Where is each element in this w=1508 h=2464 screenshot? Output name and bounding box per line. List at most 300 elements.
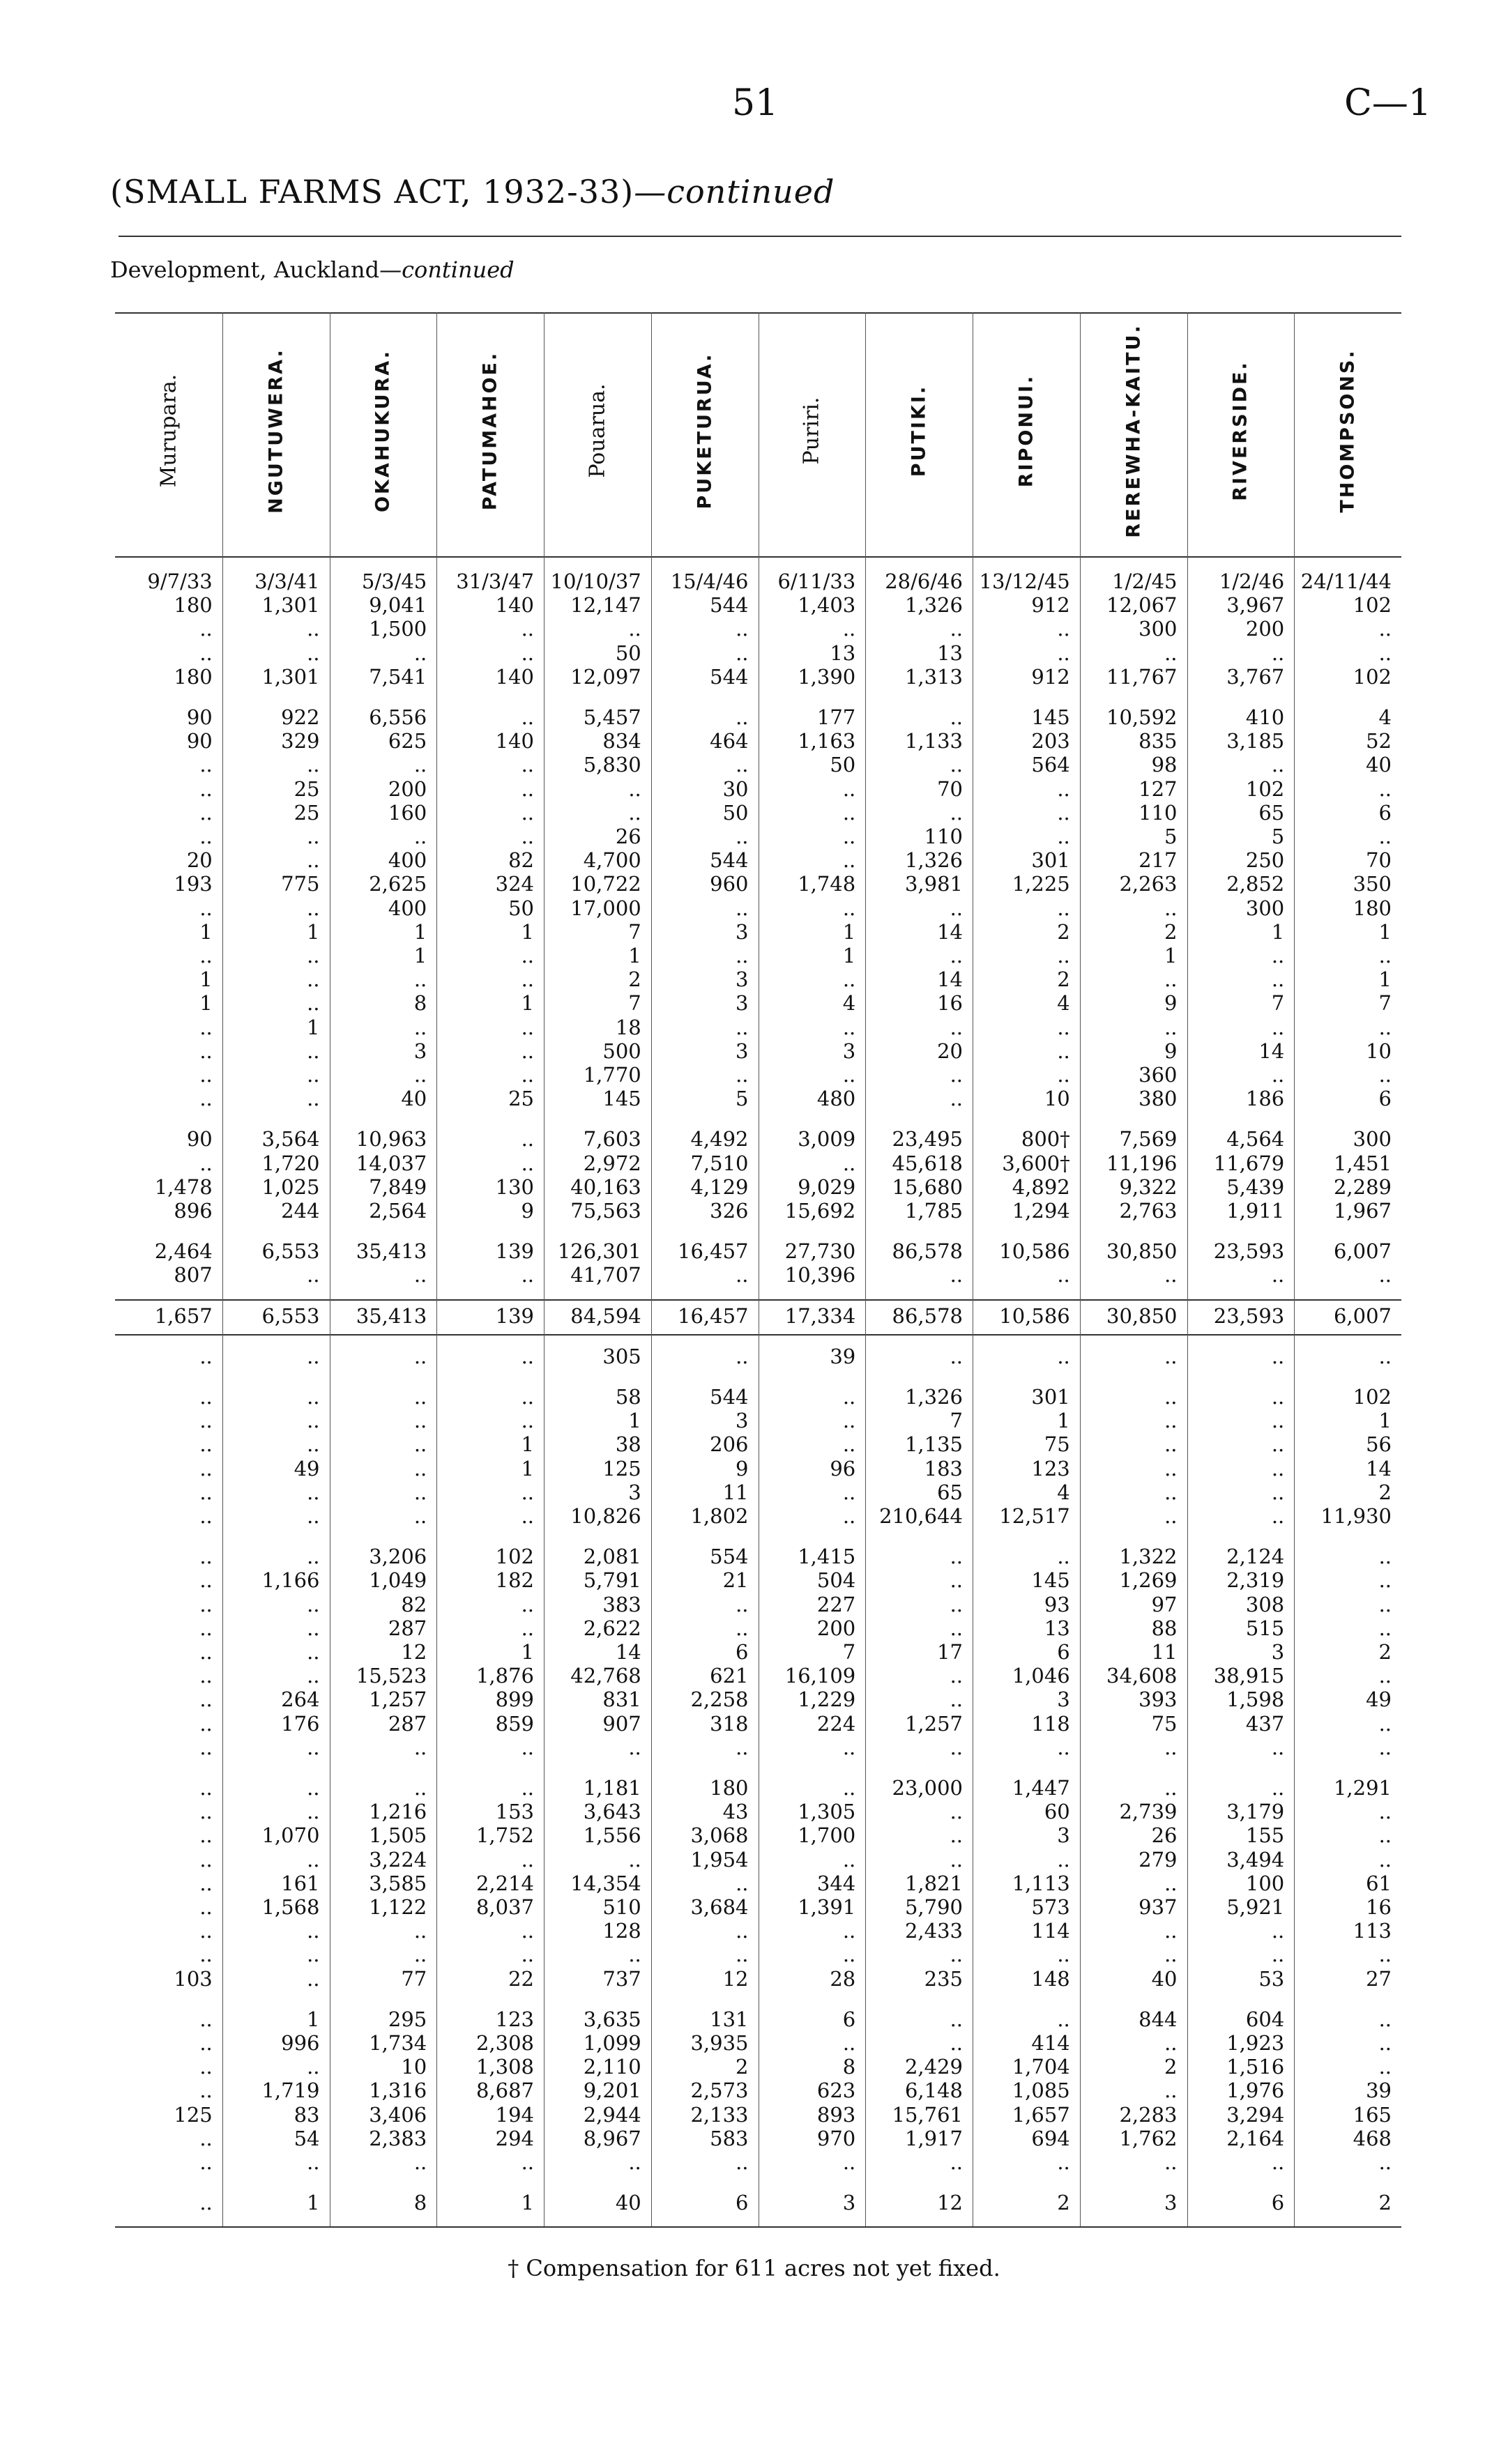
- table-cell: ..: [307, 1039, 320, 1063]
- table-cell: ..: [521, 1127, 534, 1151]
- table-cell: 1: [1164, 944, 1178, 967]
- table-cell: ..: [736, 617, 749, 641]
- table-cell: ..: [307, 2150, 320, 2174]
- table-cell: 9,201: [583, 2079, 641, 2103]
- table-cell: 510: [602, 1895, 641, 1919]
- table-cell: 17,000: [570, 896, 641, 920]
- table-cell: 775: [281, 872, 320, 896]
- table-cell: 2,972: [583, 1151, 641, 1175]
- table-cell: 7: [842, 1640, 856, 1664]
- table-cell: 1,326: [904, 593, 963, 618]
- table-cell: ..: [842, 1409, 856, 1433]
- table-cell: 17,334: [784, 1303, 856, 1328]
- table-cell: ..: [628, 800, 641, 825]
- table-cell: ..: [199, 1616, 213, 1640]
- table-cell: 9: [736, 1456, 749, 1480]
- table-cell: 23,593: [1213, 1239, 1285, 1264]
- table-cell: 1: [521, 1456, 534, 1480]
- page-title-continued: —continued: [634, 173, 835, 211]
- table-cell: ..: [199, 1480, 213, 1504]
- column-header-label: RIPONUI.: [1015, 374, 1037, 488]
- table-cell: 1,976: [1226, 2079, 1285, 2103]
- table-cell: ..: [199, 1711, 213, 1736]
- table-cell: 193: [174, 872, 213, 896]
- table-cell: 3,981: [904, 872, 963, 896]
- table-cell: 77: [401, 1966, 427, 1991]
- table-cell: ..: [199, 1568, 213, 1593]
- table-cell: ..: [1378, 1063, 1392, 1087]
- table-cell: ..: [1271, 1919, 1285, 1943]
- table-cell: 28/6/46: [885, 569, 963, 593]
- table-cell: 27: [1366, 1966, 1392, 1991]
- table-cell: 4,492: [690, 1127, 749, 1151]
- table-cell: 54: [294, 2126, 320, 2150]
- table-cell: 1,216: [369, 1800, 427, 1824]
- table-cell: 2,110: [583, 2055, 641, 2079]
- column-header: [651, 319, 759, 542]
- table-cell: ..: [1164, 1871, 1178, 1895]
- column-header-label: PUTIKI.: [908, 384, 930, 477]
- table-cell: 1: [842, 944, 856, 967]
- table-cell: 224: [816, 1711, 856, 1736]
- table-cell: 2,283: [1119, 2102, 1178, 2127]
- table-cell: 1: [521, 919, 534, 944]
- table-cell: ..: [413, 2150, 427, 2174]
- table-cell: 1: [628, 1409, 641, 1433]
- table-cell: 2,124: [1226, 1545, 1285, 1569]
- table-cell: 1,313: [904, 664, 963, 689]
- table-cell: ..: [199, 1456, 213, 1480]
- table-cell: 1,301: [261, 664, 320, 689]
- table-cell: ..: [199, 641, 213, 665]
- table-cell: 2,622: [583, 1616, 641, 1640]
- table-cell: 1,598: [1226, 1688, 1285, 1712]
- table-cell: 75,563: [570, 1199, 641, 1223]
- table-cell: 12: [937, 2191, 963, 2215]
- table-cell: ..: [199, 1063, 213, 1087]
- table-cell: 1/2/46: [1219, 569, 1285, 593]
- table-cell: ..: [842, 1504, 856, 1528]
- table-cell: ..: [1057, 617, 1070, 641]
- table-cell: 400: [388, 848, 427, 873]
- table-cell: ..: [307, 967, 320, 992]
- column-header-label: REREWHA-KAITU.: [1122, 323, 1145, 538]
- table-cell: ..: [1057, 896, 1070, 920]
- table-cell: 88: [1151, 1616, 1178, 1640]
- table-cell: ..: [199, 2007, 213, 2031]
- table-cell: 2,319: [1226, 1568, 1285, 1593]
- table-cell: ..: [307, 825, 320, 848]
- table-cell: ..: [950, 1545, 963, 1569]
- table-cell: 912: [1031, 664, 1070, 689]
- table-cell: 8: [413, 2191, 427, 2215]
- table-cell: ..: [842, 1919, 856, 1943]
- table-cell: 907: [602, 1711, 641, 1736]
- table-cell: ..: [307, 1087, 320, 1111]
- table-cell: ..: [1378, 776, 1392, 801]
- column-divider: [1294, 312, 1295, 2226]
- table-cell: ..: [1164, 1385, 1178, 1409]
- table-cell: ..: [1378, 2150, 1392, 2174]
- table-cell: 145: [1031, 1568, 1070, 1593]
- table-cell: ..: [950, 1664, 963, 1688]
- table-cell: ..: [950, 2007, 963, 2031]
- table-cell: 573: [1031, 1895, 1070, 1919]
- table-cell: 131: [710, 2007, 749, 2031]
- table-cell: 1,770: [583, 1063, 641, 1087]
- table-cell: ..: [1378, 825, 1392, 848]
- table-cell: 123: [1031, 1456, 1070, 1480]
- table-cell: 96: [830, 1456, 856, 1480]
- table-cell: 1: [1378, 1409, 1392, 1433]
- table-cell: 1,785: [904, 1199, 963, 1223]
- table-cell: ..: [1164, 1344, 1178, 1368]
- table-cell: ..: [521, 1735, 534, 1759]
- table-cell: 6/11/33: [777, 569, 856, 593]
- section-subtitle: [110, 257, 515, 283]
- table-cell: 1,720: [261, 1151, 320, 1175]
- table-cell: 834: [602, 729, 641, 753]
- table-cell: 12,097: [570, 664, 641, 689]
- table-cell: 2,133: [690, 2102, 749, 2127]
- table-cell: 26: [1151, 1823, 1178, 1848]
- table-cell: 14: [1366, 1456, 1392, 1480]
- table-cell: 25: [294, 800, 320, 825]
- table-cell: 324: [495, 872, 534, 896]
- table-cell: ..: [199, 1735, 213, 1759]
- table-cell: ..: [736, 705, 749, 729]
- table-cell: 43: [722, 1800, 749, 1824]
- table-cell: ..: [842, 1776, 856, 1800]
- table-cell: 6: [1057, 1640, 1070, 1664]
- table-cell: 1,122: [369, 1895, 427, 1919]
- table-cell: 694: [1031, 2126, 1070, 2150]
- table-cell: 295: [388, 2007, 427, 2031]
- table-cell: 11: [722, 1480, 749, 1504]
- table-cell: 14,037: [356, 1151, 427, 1175]
- table-cell: 13/12/45: [979, 569, 1070, 593]
- table-cell: 70: [1366, 848, 1392, 873]
- table-cell: 1: [842, 919, 856, 944]
- table-cell: 912: [1031, 593, 1070, 618]
- table-cell: 203: [1031, 729, 1070, 753]
- column-header-label: RIVERSIDE.: [1229, 360, 1251, 501]
- table-cell: 604: [1245, 2007, 1285, 2031]
- data-table: [115, 312, 1401, 2242]
- table-cell: 468: [1353, 2126, 1392, 2150]
- table-cell: 7: [628, 991, 641, 1016]
- table-cell: 12: [401, 1640, 427, 1664]
- table-cell: 1: [521, 991, 534, 1016]
- table-cell: 90: [186, 729, 213, 753]
- table-cell: 301: [1031, 848, 1070, 873]
- table-cell: 1,085: [1012, 2079, 1070, 2103]
- table-cell: 3: [736, 1409, 749, 1433]
- table-cell: ..: [521, 753, 534, 777]
- table-cell: 7: [1271, 991, 1285, 1016]
- table-cell: 125: [174, 2102, 213, 2127]
- table-cell: ..: [950, 1823, 963, 1848]
- table-cell: 31/3/47: [456, 569, 534, 593]
- table-cell: ..: [950, 944, 963, 967]
- table-cell: 42,768: [570, 1664, 641, 1688]
- table-cell: 3,767: [1226, 664, 1285, 689]
- table-cell: 3: [628, 1480, 641, 1504]
- table-cell: 139: [495, 1303, 534, 1328]
- table-cell: ..: [199, 1087, 213, 1111]
- table-cell: 844: [1138, 2007, 1178, 2031]
- table-cell: 3: [842, 1039, 856, 1063]
- table-cell: ..: [199, 1151, 213, 1175]
- table-cell: ..: [199, 1895, 213, 1919]
- table-cell: 3: [413, 1039, 427, 1063]
- table-cell: 3,206: [369, 1545, 427, 1569]
- table-cell: ..: [842, 1385, 856, 1409]
- table-cell: 4,700: [583, 848, 641, 873]
- table-cell: ..: [1057, 944, 1070, 967]
- table-cell: ..: [1057, 1015, 1070, 1039]
- table-cell: 7,603: [583, 1127, 641, 1151]
- table-cell: 300: [1353, 1127, 1392, 1151]
- table-cell: 123: [495, 2007, 534, 2031]
- table-cell: 118: [1031, 1711, 1070, 1736]
- table-cell: 210,644: [879, 1504, 963, 1528]
- table-cell: ..: [950, 1063, 963, 1087]
- table-cell: 6,556: [369, 705, 427, 729]
- table-cell: ..: [307, 1664, 320, 1688]
- table-cell: 1,505: [369, 1823, 427, 1848]
- table-cell: ..: [950, 1735, 963, 1759]
- table-cell: 182: [495, 1568, 534, 1593]
- table-cell: ..: [521, 776, 534, 801]
- table-cell: ..: [1271, 944, 1285, 967]
- table-cell: ..: [1378, 1800, 1392, 1824]
- table-cell: ..: [1164, 896, 1178, 920]
- table-cell: 1,322: [1119, 1545, 1178, 1569]
- table-cell: 4: [1057, 991, 1070, 1016]
- table-cell: 305: [602, 1344, 641, 1368]
- table-cell: 1,305: [798, 1800, 856, 1824]
- table-cell: ..: [1164, 2150, 1178, 2174]
- column-divider: [865, 312, 866, 2226]
- table-cell: ..: [199, 1823, 213, 1848]
- table-cell: ..: [628, 776, 641, 801]
- table-cell: 564: [1031, 753, 1070, 777]
- table-cell: 896: [174, 1199, 213, 1223]
- table-cell: 326: [710, 1199, 749, 1223]
- table-cell: 3,684: [690, 1895, 749, 1919]
- table-cell: 301: [1031, 1385, 1070, 1409]
- table-cell: 22: [508, 1966, 534, 1991]
- table-cell: 70: [937, 776, 963, 801]
- table-cell: 11,679: [1213, 1151, 1285, 1175]
- table-cell: 12,517: [999, 1504, 1070, 1528]
- table-cell: ..: [842, 2031, 856, 2055]
- table-cell: ..: [521, 1263, 534, 1287]
- table-cell: ..: [521, 705, 534, 729]
- table-cell: 410: [1245, 705, 1285, 729]
- table-cell: 1,326: [904, 1385, 963, 1409]
- table-cell: 1,257: [369, 1688, 427, 1712]
- table-cell: ..: [307, 1409, 320, 1433]
- table-cell: 9: [521, 1199, 534, 1223]
- table-cell: ..: [307, 753, 320, 777]
- table-cell: 1,568: [261, 1895, 320, 1919]
- table-cell: 4,129: [690, 1174, 749, 1199]
- table-cell: 3: [736, 919, 749, 944]
- table-cell: ..: [736, 753, 749, 777]
- table-cell: 9: [1164, 991, 1178, 1016]
- table-cell: ..: [199, 753, 213, 777]
- table-cell: 6: [1271, 2191, 1285, 2215]
- table-cell: ..: [199, 1409, 213, 1433]
- table-cell: 1,762: [1119, 2126, 1178, 2150]
- table-cell: ..: [199, 825, 213, 848]
- table-cell: 4: [842, 991, 856, 1016]
- table-cell: ..: [736, 1344, 749, 1368]
- table-cell: 86,578: [892, 1303, 963, 1328]
- table-cell: 8,967: [583, 2126, 641, 2150]
- column-divider: [651, 312, 652, 2226]
- table-cell: 3,068: [690, 1823, 749, 1848]
- table-cell: 544: [710, 1385, 749, 1409]
- table-cell: ..: [199, 2126, 213, 2150]
- table-cell: 1,257: [904, 1711, 963, 1736]
- table-cell: ..: [1164, 967, 1178, 992]
- table-cell: 922: [281, 705, 320, 729]
- table-cell: 279: [1138, 1847, 1178, 1872]
- table-cell: 1,070: [261, 1823, 320, 1848]
- table-cell: 835: [1138, 729, 1178, 753]
- table-cell: ..: [413, 1735, 427, 1759]
- table-cell: ..: [199, 1688, 213, 1712]
- table-cell: 6: [1378, 800, 1392, 825]
- table-cell: 1,163: [798, 729, 856, 753]
- table-cell: 2,433: [904, 1919, 963, 1943]
- table-cell: 9,029: [798, 1174, 856, 1199]
- table-cell: 186: [1245, 1087, 1285, 1111]
- table-cell: 90: [186, 1127, 213, 1151]
- table-cell: 1,923: [1226, 2031, 1285, 2055]
- table-cell: 102: [1353, 593, 1392, 618]
- table-cell: 1,099: [583, 2031, 641, 2055]
- table-cell: 544: [710, 848, 749, 873]
- table-cell: 102: [495, 1545, 534, 1569]
- table-cell: 38,915: [1213, 1664, 1285, 1688]
- table-cell: ..: [413, 1063, 427, 1087]
- table-cell: ..: [950, 1087, 963, 1111]
- page-number: 51: [732, 82, 779, 124]
- table-cell: 1,821: [904, 1871, 963, 1895]
- table-cell: ..: [1271, 1015, 1285, 1039]
- table-cell: 6,553: [261, 1303, 320, 1328]
- table-cell: ..: [1271, 1776, 1285, 1800]
- table-cell: 1,911: [1226, 1199, 1285, 1223]
- table-cell: 6,148: [904, 2079, 963, 2103]
- table-cell: 1,500: [369, 617, 427, 641]
- table-cell: ..: [950, 2031, 963, 2055]
- table-cell: ..: [736, 2150, 749, 2174]
- table-cell: 1,802: [690, 1504, 749, 1528]
- table-cell: 84,594: [570, 1303, 641, 1328]
- table-cell: ..: [413, 967, 427, 992]
- table-cell: 12,147: [570, 593, 641, 618]
- table-cell: ..: [199, 1504, 213, 1528]
- table-cell: 3,600†: [1002, 1151, 1070, 1175]
- table-cell: ..: [1057, 800, 1070, 825]
- table-cell: ..: [1378, 1568, 1392, 1593]
- table-cell: ..: [736, 1735, 749, 1759]
- table-cell: 97: [1151, 1592, 1178, 1616]
- table-cell: 504: [816, 1568, 856, 1593]
- table-cell: 11: [1151, 1640, 1178, 1664]
- table-cell: 1: [199, 919, 213, 944]
- table-cell: 1,391: [798, 1895, 856, 1919]
- table-cell: ..: [950, 1015, 963, 1039]
- table-cell: 1,308: [475, 2055, 534, 2079]
- table-cell: 937: [1138, 1895, 1178, 1919]
- table-cell: 9,041: [369, 593, 427, 618]
- table-cell: ..: [199, 1871, 213, 1895]
- table-cell: ..: [1164, 1776, 1178, 1800]
- table-bottom-rule: [115, 2226, 1401, 2228]
- column-header: [865, 319, 973, 542]
- page-title-text: (SMALL FARMS ACT, 1932-33): [110, 173, 634, 211]
- column-header-label: NGUTUWERA.: [265, 348, 287, 514]
- table-cell: ..: [521, 2150, 534, 2174]
- table-cell: ..: [1057, 1039, 1070, 1063]
- table-cell: ..: [307, 2055, 320, 2079]
- table-cell: ..: [950, 705, 963, 729]
- table-cell: ..: [199, 1432, 213, 1457]
- table-cell: 14: [1258, 1039, 1285, 1063]
- table-cell: ..: [199, 2055, 213, 2079]
- table-cell: 2,214: [475, 1871, 534, 1895]
- table-cell: 10,722: [570, 872, 641, 896]
- table-cell: ..: [1271, 1480, 1285, 1504]
- table-cell: ..: [628, 1735, 641, 1759]
- table-cell: ..: [1378, 1735, 1392, 1759]
- table-cell: ..: [736, 1263, 749, 1287]
- table-cell: 206: [710, 1432, 749, 1457]
- table-cell: 8,037: [475, 1895, 534, 1919]
- table-cell: 2,308: [475, 2031, 534, 2055]
- table-cell: ..: [199, 1545, 213, 1569]
- table-cell: 140: [495, 593, 534, 618]
- table-cell: 6: [736, 2191, 749, 2215]
- table-cell: 3,494: [1226, 1847, 1285, 1872]
- table-cell: 1,294: [1012, 1199, 1070, 1223]
- table-cell: 1: [1271, 919, 1285, 944]
- table-cell: ..: [1057, 641, 1070, 665]
- table-cell: 7: [628, 919, 641, 944]
- table-cell: 50: [722, 800, 749, 825]
- table-cell: ..: [1164, 1943, 1178, 1967]
- table-cell: 6: [736, 1640, 749, 1664]
- table-cell: ..: [950, 1688, 963, 1712]
- table-cell: ..: [1164, 1015, 1178, 1039]
- table-cell: ..: [736, 1919, 749, 1943]
- table-cell: 39: [1366, 2079, 1392, 2103]
- table-cell: ..: [307, 1480, 320, 1504]
- table-cell: ..: [1378, 617, 1392, 641]
- table-cell: 996: [281, 2031, 320, 2055]
- table-cell: ..: [1164, 1263, 1178, 1287]
- table-cell: 194: [495, 2102, 534, 2127]
- table-cell: 1: [413, 944, 427, 967]
- table-cell: ..: [736, 944, 749, 967]
- table-cell: 16: [1366, 1895, 1392, 1919]
